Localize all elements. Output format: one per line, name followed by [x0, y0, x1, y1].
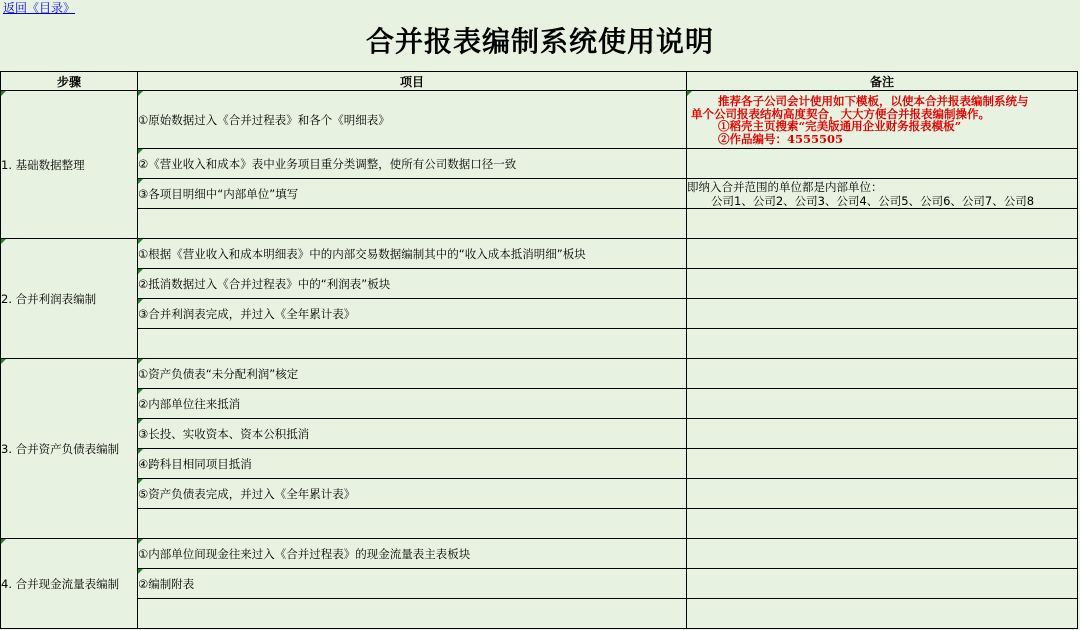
item-cell[interactable]: ②内部单位往来抵消 — [138, 389, 687, 419]
internal-units-note: 即纳入合并范围的单位都是内部单位： 公司1、公司2、公司3、公司4、公司5、公司6、公司7、公司8 — [687, 179, 1035, 208]
back-to-index-link[interactable]: 返回《目录》 — [3, 1, 76, 15]
template-recommendation-note: 推荐各子公司会计使用如下模板，以使本合并报表编制系统与 单个公司报表结构高度契合，大大方便合并报表编制操作。 ①稻壳主页搜索“完美版通用企业财务报表模板” ②作品编号：4555505 — [691, 94, 1029, 146]
note-cell[interactable] — [687, 209, 1078, 239]
table-row — [1, 299, 1078, 329]
table-row — [1, 149, 1078, 179]
header-note: 备注 — [687, 72, 1078, 91]
item-cell-empty[interactable] — [138, 509, 687, 539]
item-cell[interactable]: ④跨科目相同项目抵消 — [138, 449, 687, 479]
step-cell[interactable]: 4. 合并现金流量表编制 — [1, 539, 138, 629]
table-row — [1, 269, 1078, 299]
item-cell[interactable]: ②《营业收入和成本》表中业务项目重分类调整，使所有公司数据口径一致 — [138, 149, 687, 179]
table-row — [1, 329, 1078, 359]
note-cell[interactable] — [687, 359, 1078, 389]
header-item: 项目 — [138, 72, 687, 91]
item-cell-empty[interactable] — [138, 329, 687, 359]
note-cell[interactable] — [687, 599, 1078, 629]
item-cell[interactable]: ①内部单位间现金往来过入《合并过程表》的现金流量表主表板块 — [138, 539, 687, 569]
table-row — [1, 209, 1078, 239]
item-cell[interactable]: ③长投、实收资本、资本公积抵消 — [138, 419, 687, 449]
note-cell[interactable] — [687, 419, 1078, 449]
note-cell[interactable] — [687, 509, 1078, 539]
note-cell[interactable] — [687, 569, 1078, 599]
note-cell[interactable] — [687, 389, 1078, 419]
instruction-table — [0, 71, 1078, 629]
table-row — [1, 179, 1078, 209]
table-row — [1, 509, 1078, 539]
step-cell[interactable]: 1. 基础数据整理 — [1, 91, 138, 239]
table-row — [1, 479, 1078, 509]
item-cell[interactable]: ⑤资产负债表完成，并过入《全年累计表》 — [138, 479, 687, 509]
table-row — [1, 91, 1078, 149]
item-cell[interactable]: ①资产负债表“未分配利润”核定 — [138, 359, 687, 389]
item-cell-empty[interactable] — [138, 209, 687, 239]
note-cell-internal-units[interactable] — [687, 179, 1078, 209]
item-cell-empty[interactable] — [138, 599, 687, 629]
table-row — [1, 359, 1078, 389]
note-cell[interactable] — [687, 269, 1078, 299]
note-cell[interactable] — [687, 239, 1078, 269]
item-cell[interactable]: ②编制附表 — [138, 569, 687, 599]
item-cell[interactable]: ②抵消数据过入《合并过程表》中的“利润表”板块 — [138, 269, 687, 299]
note-cell[interactable] — [687, 449, 1078, 479]
table-row — [1, 569, 1078, 599]
note-cell[interactable] — [687, 539, 1078, 569]
item-cell[interactable]: ①原始数据过入《合并过程表》和各个《明细表》 — [138, 91, 687, 149]
step-cell[interactable]: 2. 合并利润表编制 — [1, 239, 138, 359]
table-row — [1, 419, 1078, 449]
item-cell[interactable]: ③各项目明细中“内部单位”填写 — [138, 179, 687, 209]
note-cell[interactable] — [687, 149, 1078, 179]
header-step: 步骤 — [1, 72, 138, 91]
note-cell-template[interactable] — [687, 91, 1078, 149]
note-cell[interactable] — [687, 329, 1078, 359]
page-title: 合并报表编制系统使用说明 — [365, 25, 714, 58]
note-cell[interactable] — [687, 299, 1078, 329]
table-row — [1, 599, 1078, 629]
table-row — [1, 449, 1078, 479]
item-cell[interactable]: ①根据《营业收入和成本明细表》中的内部交易数据编制其中的“收入成本抵消明细”板块 — [138, 239, 687, 269]
table-row — [1, 239, 1078, 269]
table-row — [1, 539, 1078, 569]
step-cell[interactable]: 3. 合并资产负债表编制 — [1, 359, 138, 539]
header-row — [1, 72, 1078, 91]
item-cell[interactable]: ③合并利润表完成，并过入《全年累计表》 — [138, 299, 687, 329]
note-cell[interactable] — [687, 479, 1078, 509]
table-row — [1, 389, 1078, 419]
